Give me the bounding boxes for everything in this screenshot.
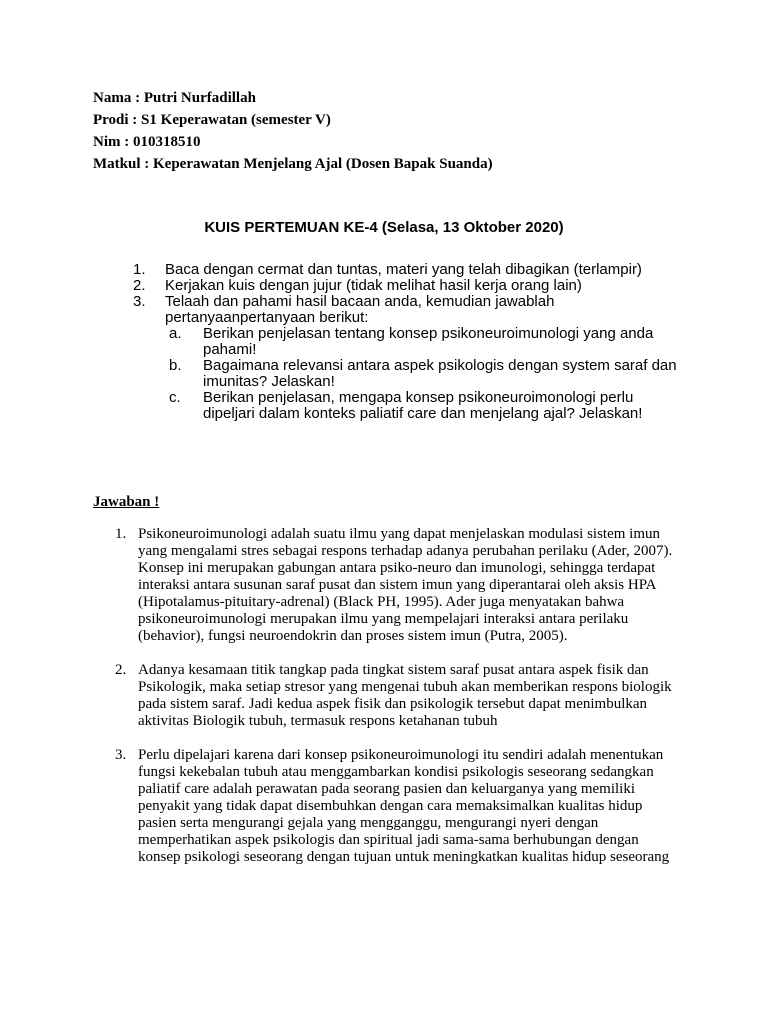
answer-number: 3. (115, 747, 127, 763)
question-item (165, 358, 687, 390)
instruction-item (127, 278, 687, 294)
student-id-number: Nim : 010318510 (93, 134, 201, 150)
answers-list (115, 526, 675, 866)
instruction-number: 1. (133, 261, 146, 278)
answer-text: Perlu dipelajari karena dari konsep psikoneuroimunologi itu sendiri adalah menentukan fungsi kekebalan tubuh atau menggambarkan kondisi psikologis seseorang sedangkan paliatif care adalah perawatan pada seorang pasien dan keluarganya yang memiliki penyakit yang tidak dapat disembuhkan dengan cara memaksimalkan kualitas hidup pasien serta mengurangi gejala yang mengganggu, mengurangi nyeri dengan memperhatikan aspek psikologis dan spiritual jadi sama-sama berhubungan dengan konsep psikologi seseorang dengan tujuan untuk meningkatkan kualitas hidup seseorang (138, 747, 670, 865)
question-letter: b. (169, 357, 182, 374)
student-name: Nama : Putri Nurfadillah (93, 90, 256, 106)
instruction-number: 2. (133, 277, 146, 294)
question-list (165, 326, 687, 422)
answer-item (115, 747, 675, 866)
instruction-item (127, 294, 687, 422)
question-text: Berikan penjelasan tentang konsep psikoneuroimunologi yang anda pahami! (203, 325, 654, 358)
answer-item (115, 662, 675, 730)
answers-heading: Jawaban ! (93, 494, 160, 510)
answer-number: 1. (115, 526, 127, 542)
question-letter: a. (169, 325, 182, 342)
instruction-text: Telaah dan pahami hasil bacaan anda, kemudian jawablah pertanyaanpertanyaan berikut: (165, 293, 555, 326)
answer-text: Adanya kesamaan titik tangkap pada tingkat sistem saraf pusat antara aspek fisik dan Psikologik, maka setiap stresor yang mengenai tubuh akan memberikan respons biologik pada sistem saraf. Jadi kedua aspek fisik dan psikologik tersebut dapat menimbulkan aktivitas Biologik tubuh, termasuk respons ketahanan tubuh (138, 662, 672, 729)
instruction-number: 3. (133, 293, 146, 310)
answer-text: Psikoneuroimunologi adalah suatu ilmu yang dapat menjelaskan modulasi sistem imun yang mengalami stres sebagai respons terhadap adanya perubahan perilaku (Ader, 2007). Konsep ini merupakan gabungan antara psiko-neuro dan imunologi, sehingga terdapat interaksi antara susunan saraf pusat dan sistem imun yang diperantarai oleh aksis HPA (Hipotalamus-pituitary-adrenal) (Black PH, 1995). Ader juga menyatakan bahwa psikoneuroimunologi merupakan ilmu yang mempelajari interaksi antara perilaku (behavior), fungsi neuroendokrin dan proses sistem imun (Putra, 2005). (138, 526, 673, 644)
instructions-list (127, 262, 687, 422)
quiz-title: KUIS PERTEMUAN KE-4 (Selasa, 13 Oktober 2020) (204, 219, 564, 236)
student-identity-block (93, 87, 493, 175)
course-name: Matkul : Keperawatan Menjelang Ajal (Dosen Bapak Suanda) (93, 156, 493, 172)
question-letter: c. (169, 389, 181, 406)
instruction-item (127, 262, 687, 278)
question-item (165, 326, 687, 358)
answer-number: 2. (115, 662, 127, 678)
answer-item (115, 526, 675, 645)
instruction-text: Kerjakan kuis dengan jujur (tidak melihat hasil kerja orang lain) (165, 277, 582, 294)
study-program: Prodi : S1 Keperawatan (semester V) (93, 112, 331, 128)
question-text: Bagaimana relevansi antara aspek psikologis dengan system saraf dan imunitas? Jelaskan! (203, 357, 677, 390)
question-text: Berikan penjelasan, mengapa konsep psikoneuroimonologi perlu dipeljari dalam konteks paliatif care dan menjelang ajal? Jelaskan! (203, 389, 643, 422)
instruction-text: Baca dengan cermat dan tuntas, materi yang telah dibagikan (terlampir) (165, 261, 642, 278)
question-item (165, 390, 687, 422)
